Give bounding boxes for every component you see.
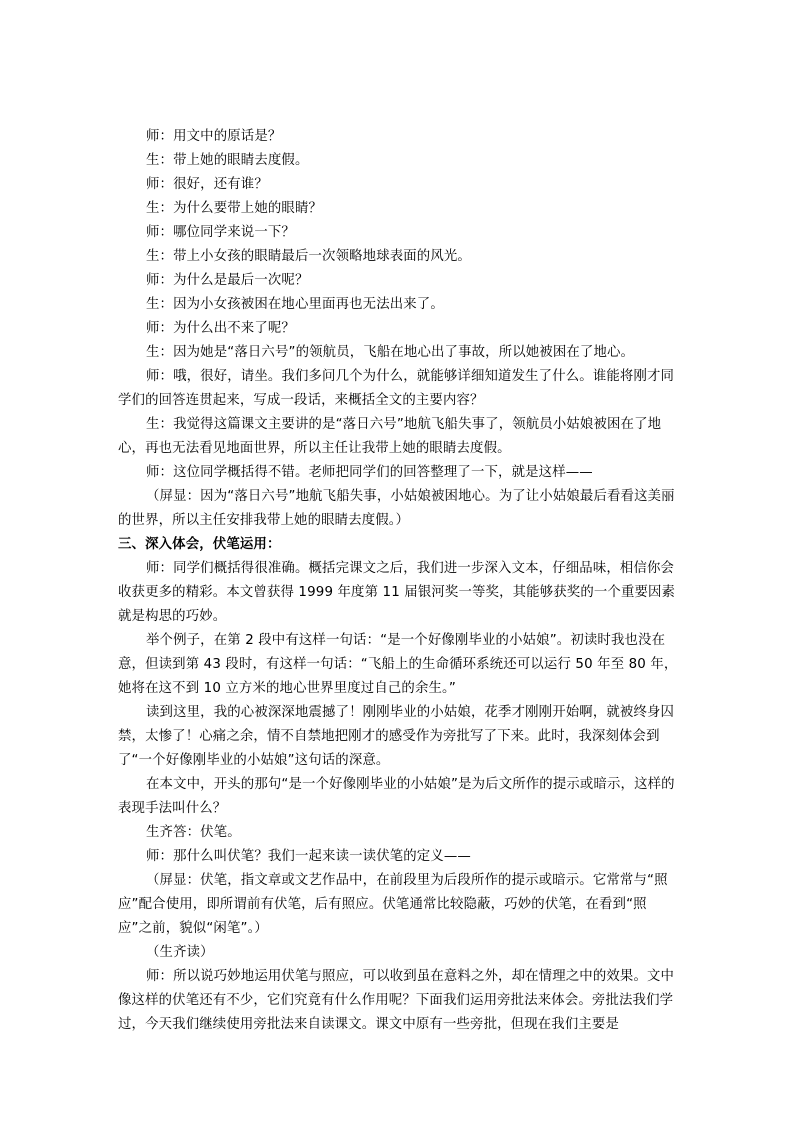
body-paragraph: 师：同学们概括得很准确。概括完课文之后，我们进一步深入文本，仔细品味，相信你会收获更多的精彩。本文曾获得 1999 年度第 11 届银河奖一等奖，其能够获奖的一个重要因素就是构思的巧妙。: [118, 561, 676, 624]
dialogue-line: 师：哦，很好，请坐。我们多问几个为什么，就能够详细知道发生了什么。谁能将刚才同学们的回答连贯起来，写成一段话，来概括全文的主要内容？: [118, 369, 675, 408]
dialogue-line: 师：很好，还有谁？: [146, 177, 268, 192]
dialogue-line: 师：这位同学概括得不错。老师把同学们的回答整理了一下，就是这样——: [146, 465, 593, 480]
stage-direction: （生齐读）: [146, 945, 214, 960]
document-body: [118, 125, 678, 1037]
dialogue-line: 生：我觉得这篇课文主要讲的是“落日六号”地航飞船失事了，领航员小姑娘被困在了地心，再也无法看见地面世界，所以主任让我带上她的眼睛去度假。: [118, 417, 662, 456]
section-heading: 三、深入体会，伏笔运用：: [118, 537, 281, 552]
dialogue-line: 师：那什么叫伏笔？我们一起来读一读伏笔的定义——: [146, 849, 471, 864]
dialogue-line: 生齐答：伏笔。: [146, 825, 241, 840]
dialogue-line: 师：所以说巧妙地运用伏笔与照应，可以收到虽在意料之外，却在情理之中的效果。文中像这样的伏笔还有不少，它们究竟有什么作用呢？下面我们运用旁批法来体会。旁批法我们学过，今天我们继续使用旁批法来自读课文。课文中原有一些旁批，但现在我们主要是: [118, 969, 675, 1032]
dialogue-line: 生：为什么要带上她的眼睛？: [146, 201, 323, 216]
body-paragraph: 举个例子，在第 2 段中有这样一句话：“是一个好像刚毕业的小姑娘”。初读时我也没在意，但读到第 43 段时，有这样一句话：“飞船上的生命循环系统还可以运行 50 年至 80 年，她将在这不到 10 立方米的地心世界里度过自己的余生。”: [118, 633, 678, 696]
dialogue-line: 师：为什么出不来了呢？: [146, 321, 295, 336]
screen-display-note: （屏显：因为“落日六号”地航飞船失事，小姑娘被困地心。为了让小姑娘最后看看这美丽的世界，所以主任安排我带上她的眼睛去度假。）: [118, 489, 675, 528]
screen-display-note: （屏显：伏笔，指文章或文艺作品中，在前段里为后段所作的提示或暗示。它常常与“照应”配合使用，即所谓前有伏笔，后有照应。伏笔通常比较隐蔽，巧妙的伏笔，在看到“照应”之前，貌似“闲笔”。）: [118, 873, 668, 936]
dialogue-line: 师：为什么是最后一次呢？: [146, 273, 309, 288]
body-paragraph: 读到这里，我的心被深深地震撼了！刚刚毕业的小姑娘，花季才刚刚开始啊，就被终身囚禁，太惨了！心痛之余，情不自禁地把刚才的感受作为旁批写了下来。此时，我深刻体会到了“一个好像刚毕业的小姑娘”这句话的深意。: [118, 705, 675, 768]
dialogue-line: 生：因为小女孩被困在地心里面再也无法出来了。: [146, 297, 444, 312]
dialogue-line: 生：带上小女孩的眼睛最后一次领略地球表面的风光。: [146, 249, 471, 264]
dialogue-line: 生：因为她是“落日六号”的领航员，飞船在地心出了事故，所以她被困在了地心。: [146, 345, 635, 360]
dialogue-line: 师：哪位同学来说一下？: [146, 225, 295, 240]
dialogue-line: 师：用文中的原话是？: [146, 129, 282, 144]
body-paragraph: 在本文中，开头的那句“是一个好像刚毕业的小姑娘”是为后文所作的提示或暗示，这样的表现手法叫什么？: [118, 777, 675, 816]
dialogue-line: 生：带上她的眼睛去度假。: [146, 153, 309, 168]
